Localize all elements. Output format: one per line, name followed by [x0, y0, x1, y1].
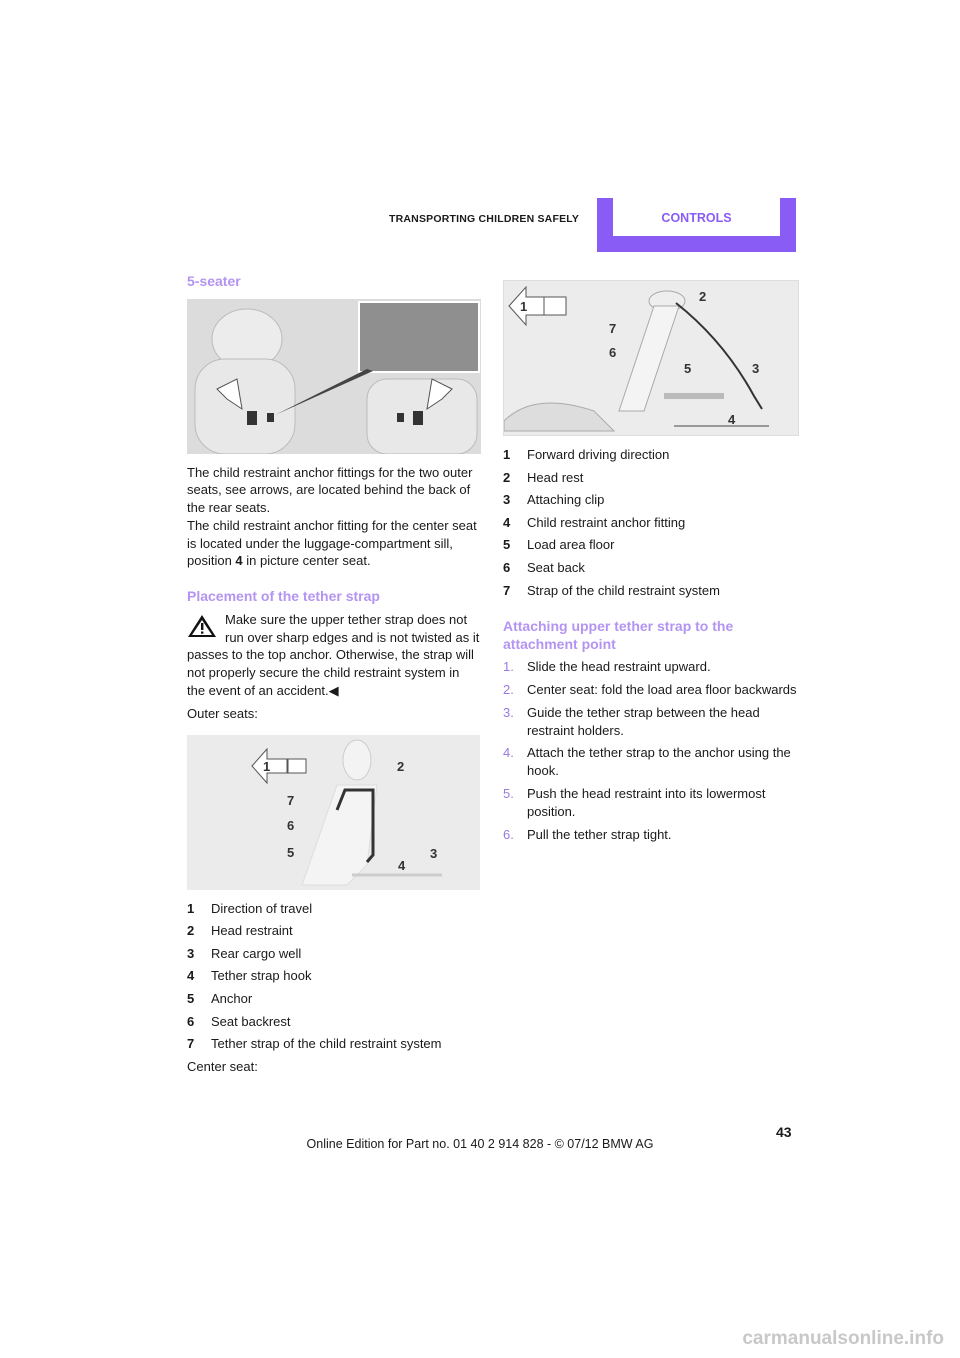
legend-item	[187, 1033, 480, 1056]
legend-number: 4	[187, 968, 195, 984]
center-seat-figure	[503, 280, 799, 436]
step-number: 4.	[503, 745, 514, 761]
legend-item	[503, 557, 798, 580]
legend-number: 7	[187, 1036, 195, 1052]
paragraph-anchor-center	[187, 517, 480, 570]
callout-6: 6	[287, 817, 295, 833]
step-text: Guide the tether strap between the head restraint holders.	[527, 704, 760, 738]
callout-3: 3	[430, 845, 438, 861]
heading-attaching: Attaching upper tether strap to the attachment point	[503, 618, 734, 652]
legend-text: Child restraint anchor fitting	[527, 514, 686, 530]
legend-item	[187, 898, 480, 921]
legend-text: Anchor	[211, 990, 253, 1006]
center-seat-label: Center seat:	[187, 1058, 258, 1074]
legend-number: 5	[187, 990, 195, 1006]
step-text: Pull the tether strap tight.	[527, 826, 672, 842]
step-text: Attach the tether strap to the anchor using the hook.	[527, 745, 791, 779]
callout-1: 1	[263, 758, 271, 774]
step-item	[503, 704, 798, 740]
step-number: 2.	[503, 681, 514, 697]
legend-text: Tether strap of the child restraint system	[211, 1036, 442, 1052]
legend-number: 1	[187, 900, 195, 916]
text: The child restraint anchor fitting for the center seat is located under the luggage-compartment sill, position	[187, 517, 477, 569]
warning-note	[187, 611, 480, 700]
callout-2: 2	[699, 289, 707, 304]
callout-5: 5	[684, 361, 692, 376]
legend-item	[187, 1011, 480, 1034]
legend-text: Strap of the child restraint system	[527, 582, 720, 598]
outer-seats-legend	[187, 898, 480, 1056]
right-column	[503, 280, 798, 848]
legend-number: 4	[503, 514, 511, 530]
warning-text: Make sure the upper tether strap does not run over sharp edges and is not twisted as it passes to the top anchor. Otherwise, the strap will not properly secure the child restraint system in the event of an accident.	[187, 611, 480, 698]
text: in picture center seat.	[242, 553, 371, 569]
legend-item	[503, 534, 798, 557]
heading-5-seater: 5-seater	[187, 273, 241, 289]
step-item	[503, 744, 798, 780]
footer-edition: Online Edition for Part no. 01 40 2 914 828 - © 07/12 BMW AG	[306, 1137, 654, 1151]
legend-number: 6	[503, 559, 511, 575]
callout-4: 4	[728, 412, 736, 427]
legend-item	[503, 580, 798, 603]
legend-item	[187, 965, 480, 988]
callout-4: 4	[398, 857, 406, 873]
step-text: Slide the head restraint upward.	[527, 659, 711, 675]
paragraph-anchor-outer: The child restraint anchor fittings for the two outer seats, see arrows, are located behind the back of the rear seats.	[187, 464, 473, 516]
left-column	[187, 273, 480, 1076]
callout-7: 7	[287, 792, 295, 808]
step-number: 3.	[503, 704, 514, 720]
watermark: carmanualsonline.info	[742, 1328, 944, 1349]
legend-item	[187, 943, 480, 966]
step-item	[503, 785, 798, 821]
legend-text: Attaching clip	[527, 492, 605, 508]
legend-text: Rear cargo well	[211, 945, 302, 961]
callout-7: 7	[609, 321, 617, 336]
step-number: 1.	[503, 659, 514, 675]
callout-3: 3	[752, 361, 760, 376]
chapter-tab-label: CONTROLS	[613, 198, 780, 236]
position-ref: 4	[235, 553, 243, 569]
callout-2: 2	[397, 758, 405, 774]
legend-item	[503, 512, 798, 535]
legend-number: 3	[503, 492, 511, 508]
step-item	[503, 826, 798, 844]
legend-number: 2	[187, 923, 195, 939]
legend-number: 3	[187, 945, 195, 961]
step-item	[503, 658, 798, 676]
legend-item	[503, 467, 798, 490]
outer-seats-label: Outer seats:	[187, 705, 258, 721]
legend-item	[503, 489, 798, 512]
steps-list	[503, 658, 798, 843]
end-mark-icon: ◀	[328, 682, 339, 698]
center-seat-legend	[503, 444, 798, 602]
rear-seats-figure	[187, 299, 481, 454]
warning-icon	[187, 613, 217, 639]
legend-text: Direction of travel	[211, 900, 313, 916]
legend-item	[503, 444, 798, 467]
step-text: Center seat: fold the load area floor backwards	[527, 681, 797, 697]
legend-number: 2	[503, 469, 511, 485]
chapter-tab[interactable]	[597, 198, 796, 252]
legend-text: Seat back	[527, 559, 585, 575]
legend-text: Head restraint	[211, 923, 293, 939]
legend-text: Forward driving direction	[527, 447, 670, 462]
step-text: Push the head restraint into its lowermost position.	[527, 785, 766, 819]
legend-text: Load area floor	[527, 537, 615, 553]
outer-seat-figure	[187, 735, 480, 890]
legend-item	[187, 920, 480, 943]
section-title: TRANSPORTING CHILDREN SAFELY	[389, 213, 580, 225]
legend-number: 6	[187, 1013, 195, 1029]
step-number: 6.	[503, 826, 514, 842]
legend-text: Head rest	[527, 469, 584, 485]
legend-number: 1	[503, 447, 511, 462]
legend-text: Seat backrest	[211, 1013, 291, 1029]
legend-item	[187, 988, 480, 1011]
legend-text: Tether strap hook	[211, 968, 312, 984]
legend-number: 5	[503, 537, 511, 553]
page-number: 43	[776, 1124, 792, 1140]
step-number: 5.	[503, 785, 514, 801]
heading-placement: Placement of the tether strap	[187, 588, 380, 605]
callout-1: 1	[520, 299, 528, 314]
callout-5: 5	[287, 844, 295, 860]
legend-number: 7	[503, 582, 511, 598]
step-item	[503, 681, 798, 699]
callout-6: 6	[609, 345, 617, 360]
